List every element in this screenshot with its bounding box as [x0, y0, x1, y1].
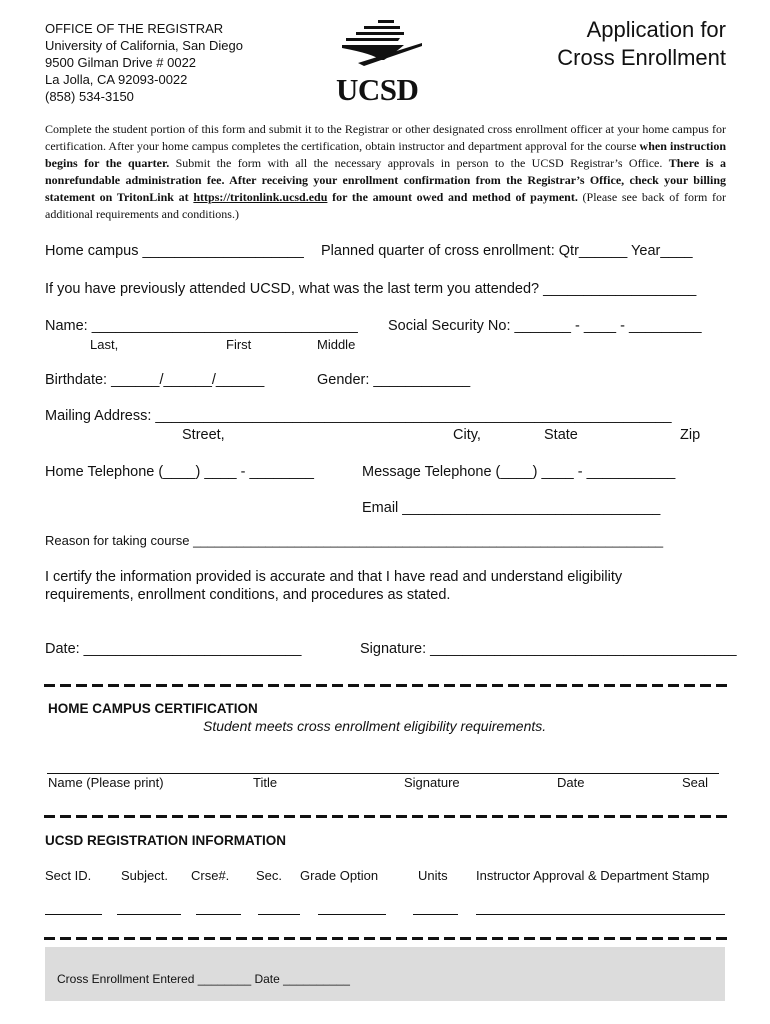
- office-line: OFFICE OF THE REGISTRAR: [45, 21, 224, 36]
- intro-bold: when instruction begins for the quarter.: [45, 139, 727, 170]
- gender-field[interactable]: Gender: ____________: [317, 372, 471, 388]
- col-subject: Subject.: [121, 868, 168, 883]
- intro-bold: There is a nonrefundable administration fee. After receiving your enrollment confirmation from the Registrar’s Office, check your billing statement on TritonLink at: [45, 156, 726, 204]
- cert-name-label: Name (Please print): [48, 775, 164, 790]
- office-line: (858) 534-3150: [45, 89, 134, 104]
- home-telephone-field[interactable]: Home Telephone (____) ____ - ________: [45, 464, 314, 480]
- col-units: Units: [418, 868, 448, 883]
- name-field[interactable]: Name: _________________________________: [45, 318, 358, 334]
- intro-text: Submit the form with all the necessary approvals in person to the UCSD Registrar’s Office.: [169, 156, 669, 170]
- section-divider: [44, 684, 727, 687]
- section-divider: [44, 815, 727, 818]
- certify-statement: I certify the information provided is accurate and that I have read and understand eligibility: [45, 569, 623, 585]
- previous-term-field[interactable]: If you have previously attended UCSD, what was the last term you attended? ___________________: [45, 281, 697, 297]
- office-line: University of California, San Diego: [45, 38, 243, 53]
- date-field[interactable]: Date: ___________________________: [45, 641, 302, 657]
- form-title: [557, 16, 726, 72]
- title-line-1: Application for: [586, 17, 726, 42]
- section-divider: [44, 937, 727, 940]
- instructions-paragraph: [45, 121, 726, 223]
- tritonlink-link[interactable]: https://tritonlink.ucsd.edu: [193, 190, 328, 204]
- crse-blank[interactable]: [196, 914, 241, 915]
- subject-blank[interactable]: [117, 914, 181, 915]
- addr-state-label: State: [544, 427, 578, 443]
- cert-title-label: Title: [253, 775, 278, 790]
- units-blank[interactable]: [413, 914, 458, 915]
- home-cert-heading: HOME CAMPUS CERTIFICATION: [48, 701, 258, 716]
- cross-enrollment-entered-field[interactable]: Cross Enrollment Entered ________ Date __________: [57, 972, 350, 986]
- office-line: 9500 Gilman Drive # 0022: [45, 55, 197, 70]
- home-cert-signature-line[interactable]: [47, 773, 719, 774]
- name-last-label: Last,: [90, 337, 119, 352]
- grade-option-blank[interactable]: [318, 914, 386, 915]
- mailing-address-field[interactable]: Mailing Address: ________________________________________________________________: [45, 408, 672, 424]
- sect-id-blank[interactable]: [45, 914, 102, 915]
- addr-street-label: Street,: [182, 427, 225, 443]
- birthdate-field[interactable]: Birthdate: ______/______/______: [45, 372, 265, 388]
- title-line-2: Cross Enrollment: [557, 45, 726, 70]
- cert-date-label: Date: [557, 775, 585, 790]
- home-cert-subtitle: Student meets cross enrollment eligibility requirements.: [203, 718, 547, 734]
- col-crse: Crse#.: [191, 868, 230, 883]
- office-line: La Jolla, CA 92093-0022: [45, 72, 188, 87]
- cert-seal-label: Seal: [682, 775, 709, 790]
- ucsd-reg-heading: UCSD REGISTRATION INFORMATION: [45, 833, 286, 848]
- email-field[interactable]: Email ________________________________: [362, 500, 661, 516]
- intro-text: Complete the student portion of this form and submit it to the Registrar or other designated cross enrollment officer at your home campus for certification. After your home campus completes the certification, obtain instructor and department approval for the course: [45, 122, 726, 153]
- col-sect-id: Sect ID.: [45, 868, 92, 883]
- instructor-approval-blank[interactable]: [476, 914, 725, 915]
- signature-field[interactable]: Signature: ______________________________________: [360, 641, 737, 657]
- name-first-label: First: [226, 337, 252, 352]
- registrar-address: [45, 20, 243, 105]
- col-sec: Sec.: [256, 868, 283, 883]
- sec-blank[interactable]: [258, 914, 300, 915]
- col-instructor-approval: Instructor Approval & Department Stamp: [476, 868, 710, 883]
- name-middle-label: Middle: [317, 337, 356, 352]
- reason-field[interactable]: Reason for taking course _________________________________________________________________: [45, 533, 664, 548]
- cert-signature-label: Signature: [404, 775, 460, 790]
- addr-city-label: City,: [453, 427, 481, 443]
- ssn-field[interactable]: Social Security No: _______ - ____ - _________: [388, 318, 702, 334]
- certify-statement-2: requirements, enrollment conditions, and procedures as stated.: [45, 587, 451, 603]
- intro-text: (Please see back of form for additional requirements and conditions.): [45, 190, 726, 221]
- home-campus-field[interactable]: Home campus ____________________: [45, 243, 304, 259]
- message-telephone-field[interactable]: Message Telephone (____) ____ - ___________: [362, 464, 676, 480]
- col-grade-option: Grade Option: [300, 868, 379, 883]
- planned-quarter-field[interactable]: Planned quarter of cross enrollment: Qtr______ Year____: [321, 243, 693, 259]
- intro-bold: for the amount owed and method of payment.: [327, 190, 578, 204]
- ucsd-logo-text: UCSD: [336, 72, 419, 107]
- addr-zip-label: Zip: [680, 427, 701, 443]
